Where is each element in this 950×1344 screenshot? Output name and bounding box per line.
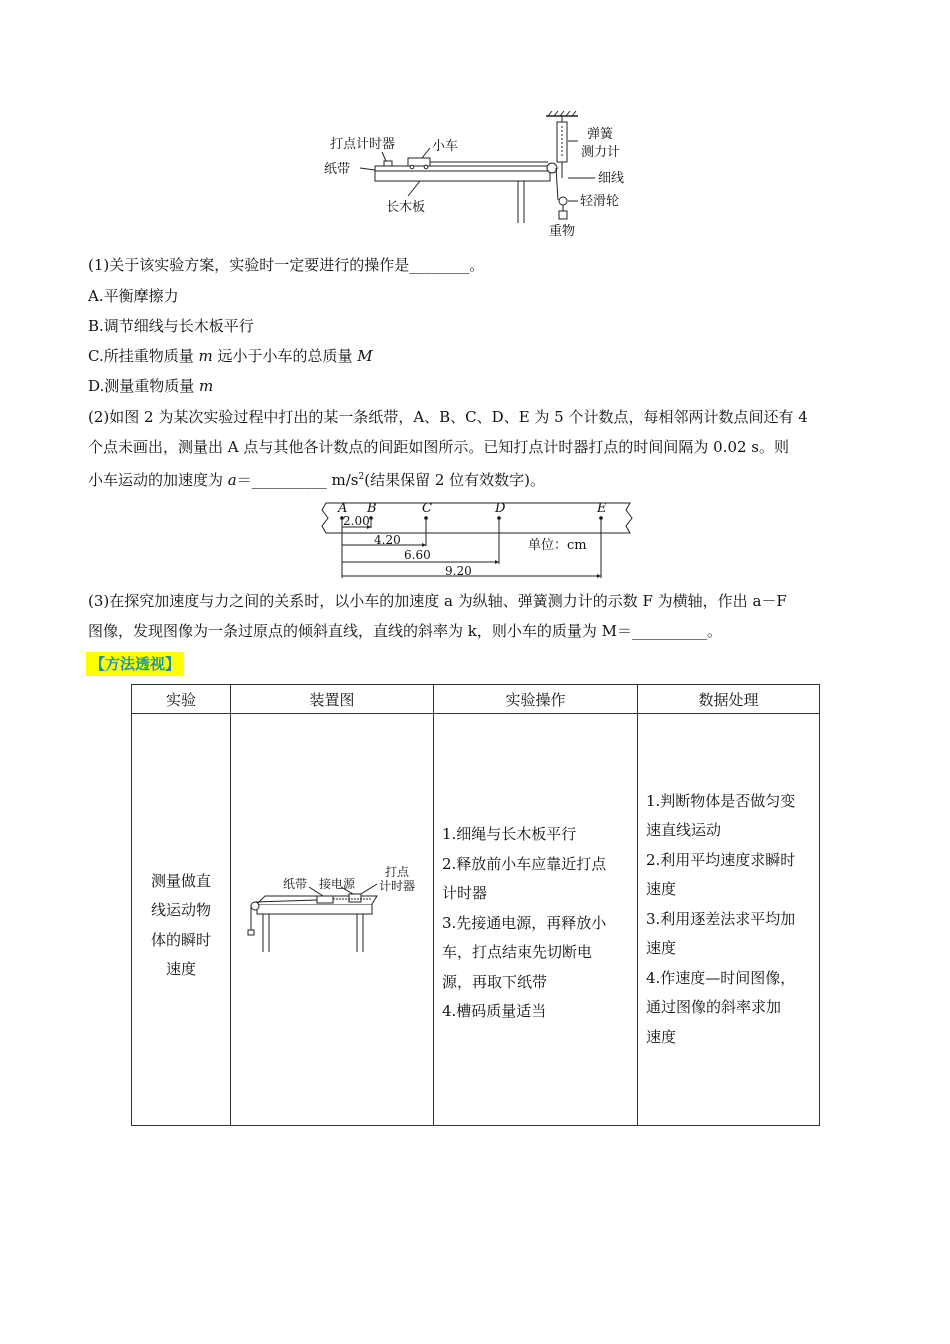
label-timer: 打点计时器 <box>330 137 396 152</box>
experiment-line: 线运动物 <box>150 901 211 919</box>
experiment-line: 测量做直 <box>150 871 211 890</box>
q1-option-d: D.测量重物质量 m <box>88 377 214 395</box>
tape-point-d: D <box>495 501 506 516</box>
label-spring-scale-2: 测力计 <box>581 145 621 160</box>
header-apparatus: 装置图 <box>231 685 434 714</box>
tape-point-c: C <box>422 501 432 516</box>
q2-line-1: (2)如图 2 为某次实验过程中打出的某一条纸带，A、B、C、D、E 为 5 个计数点，每相邻两计数点间还有 4 <box>88 408 808 426</box>
table-header-row <box>132 685 820 714</box>
method-table <box>131 684 820 1126</box>
tape-distance-ac: 4.20 <box>374 533 401 547</box>
processing-line: 速度 <box>646 880 677 899</box>
experiment-line: 体的瞬时 <box>150 930 211 949</box>
tape-point-e: E <box>597 501 607 516</box>
processing-line: 速度 <box>646 939 677 958</box>
operation-line: 车，打点结束先切断电 <box>442 943 593 962</box>
table-row <box>132 714 820 1126</box>
processing-line: 速度 <box>646 1027 677 1046</box>
operation-line: 源，再取下纸带 <box>442 972 548 991</box>
processing-line: 4.作速度—时间图像， <box>646 968 796 987</box>
tape-figure <box>316 500 636 582</box>
label-weight: 重物 <box>549 224 576 239</box>
tape-distance-ab: 2.00 <box>343 514 370 528</box>
operation-line: 3.先接通电源，再释放小 <box>442 913 607 932</box>
processing-line: 3.利用逐差法求平均加 <box>646 909 796 928</box>
q1-option-a: A.平衡摩擦力 <box>88 287 179 305</box>
tape-distance-ad: 6.60 <box>404 548 431 562</box>
q3-line-2: 图像，发现图像为一条过原点的倾斜直线，直线的斜率为 k，则小车的质量为 M＝__________。 <box>88 622 722 640</box>
label-pulley: 轻滑轮 <box>580 194 620 209</box>
q2-line-3: 小车运动的加速度为 a＝__________ $m/s^2$(结果保留 2 位有效数字)。 <box>88 471 546 489</box>
cell-apparatus <box>231 714 434 1126</box>
label-tape: 纸带 <box>324 162 351 177</box>
header-processing: 数据处理 <box>638 685 820 714</box>
q1-option-b: B.调节细线与长木板平行 <box>88 317 254 335</box>
header-experiment: 实验 <box>132 685 231 714</box>
q3-line-1: (3)在探究加速度与力之间的关系时，以小车的加速度 a 为纵轴、弹簧测力计的示数 F 为横轴，作出 a－F <box>88 592 787 610</box>
label-spring-scale-1: 弹簧 <box>587 127 614 142</box>
apparatus-figure <box>320 108 640 243</box>
processing-line: 2.利用平均速度求瞬时 <box>646 850 796 869</box>
cell-experiment <box>132 714 231 1126</box>
header-operation: 实验操作 <box>434 685 638 714</box>
operation-line: 1.细绳与长木板平行 <box>442 825 577 844</box>
label-string: 细线 <box>598 171 625 186</box>
operation-line: 计时器 <box>442 884 488 903</box>
operation-line: 2.释放前小车应靠近打点 <box>442 854 607 873</box>
app2-label-timer-1: 打点 <box>385 865 410 879</box>
q2-line-2: 个点未画出，测量出 A 点与其他各计数点的间距如图所示。已知打点计时器打点的时间间隔为 0.02 s。则 <box>88 438 790 456</box>
tape-distance-ae: 9.20 <box>445 564 472 578</box>
label-board: 长木板 <box>386 200 426 215</box>
processing-line: 通过图像的斜率求加 <box>646 998 782 1017</box>
processing-line: 1.判断物体是否做匀变 <box>646 791 796 810</box>
method-heading: 【方法透视】 <box>86 652 184 676</box>
cell-processing <box>638 714 820 1126</box>
tape-point-b: B <box>367 501 377 516</box>
app2-label-power: 接电源 <box>319 877 356 891</box>
processing-line: 速直线运动 <box>646 821 722 840</box>
operation-line: 4.槽码质量适当 <box>442 1002 547 1021</box>
q1-stem: (1)关于该实验方案，实验时一定要进行的操作是________。 <box>88 256 485 274</box>
label-cart: 小车 <box>432 139 459 154</box>
app2-label-timer-2: 计时器 <box>379 879 416 893</box>
experiment-line: 速度 <box>165 960 196 978</box>
apparatus-figure-2 <box>237 865 427 967</box>
tape-drawing <box>316 500 636 582</box>
tape-unit: 单位：cm <box>528 538 587 553</box>
tape-point-a: A <box>338 501 348 516</box>
q1-option-c: C.所挂重物质量 m 远小于小车的总质量 M <box>88 347 373 365</box>
app2-label-tape: 纸带 <box>283 877 308 891</box>
cell-operation <box>434 714 638 1126</box>
